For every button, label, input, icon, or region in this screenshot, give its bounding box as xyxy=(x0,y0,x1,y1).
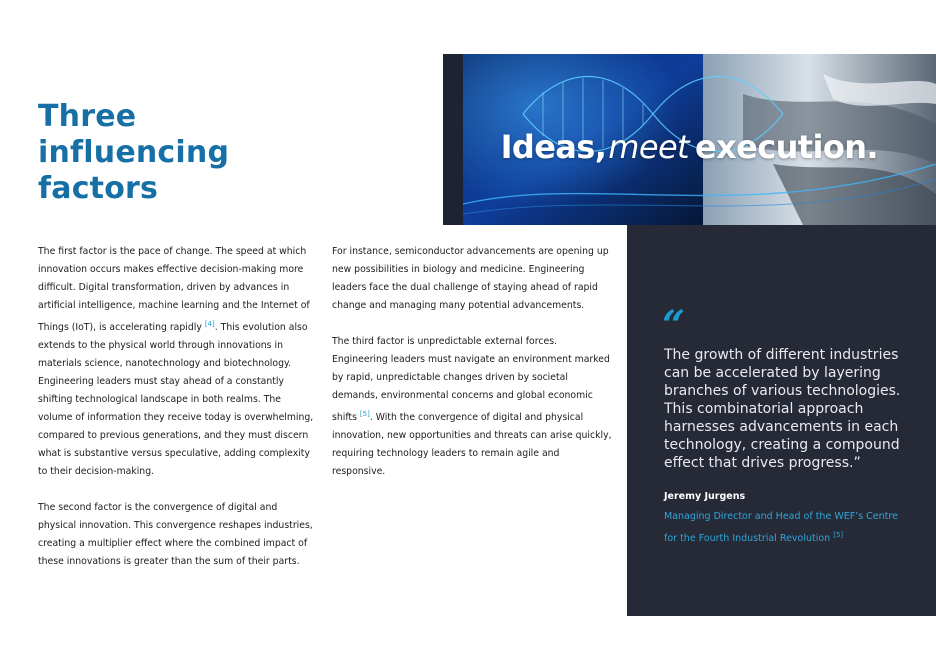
quote-mark-icon: “ xyxy=(662,302,686,349)
paragraph-text: . With the convergence of digital and physical innovation, new opportunities and threats can arise quickly, requiring technology leaders to remain agile and responsive. xyxy=(332,412,612,477)
reference-link[interactable]: [4] xyxy=(204,320,215,328)
hero-tagline xyxy=(501,128,878,166)
paragraph-semiconductor: For instance, semiconductor advancements are opening up new possibilities in biology and medicine. Engineering leaders face the dual challenge of staying ahead of rapid change and managing many potential advancements. xyxy=(332,246,609,311)
paragraph-second-factor: The second factor is the convergence of digital and physical innovation. This convergence reshapes industries, creating a multiplier effect where the combined impact of these innovations is greater than the sum of their parts. xyxy=(38,502,313,567)
paragraph-text: The third factor is unpredictable external forces. Engineering leaders must navigate an environment marked by rapid, unpredictable changes driven by societal demands, environmental concerns and global economic shifts xyxy=(332,336,610,423)
hero-tagline-part-2: execution. xyxy=(695,128,878,166)
reference-link[interactable]: [5] xyxy=(359,410,370,418)
quote-author-name: Jeremy Jurgens xyxy=(664,491,746,502)
section-heading xyxy=(38,99,358,207)
body-column-1 xyxy=(38,243,316,589)
pull-quote-text: The growth of different industries can be accelerated by layering branches of various technologies. This combinatorial approach harnesses advancements in each technology, creating a compound effect that drives progress.” xyxy=(664,347,901,471)
hero-tagline-part-1: Ideas, xyxy=(500,128,607,166)
hero-banner-image xyxy=(443,54,936,225)
heading-line-3: factors xyxy=(38,171,159,206)
paragraph-text: The first factor is the pace of change. The speed at which innovation occurs makes effective decision-making more difficult. Digital transformation, driven by advances in artificial intelligence, machine learning and the Internet of Things (IoT), is accelerating rapidly xyxy=(38,246,310,333)
quote-role-text: Managing Director and Head of the WEF’s Centre for the Fourth Industrial Revolution xyxy=(664,511,898,544)
heading-line-2: influencing xyxy=(38,135,230,170)
reference-link[interactable]: [5] xyxy=(833,531,844,539)
heading-line-1: Three xyxy=(38,99,137,134)
paragraph-first-factor xyxy=(38,243,316,481)
body-column-2 xyxy=(332,243,614,499)
paragraph-third-factor xyxy=(332,333,614,481)
quote-author-role xyxy=(664,508,914,548)
hero-tagline-emphasis: meet xyxy=(608,128,689,166)
paragraph-text: . This evolution also extends to the physical world through innovations in materials science, nanotechnology and biotechnology. Engineering leaders must stay ahead of a constantly shifting technological landscape in both realms. The volume of information they receive today is overwhelming, compared to previous generations, and they must discern what is substantive versus speculative, adding complexity to their decision-making. xyxy=(38,322,314,477)
